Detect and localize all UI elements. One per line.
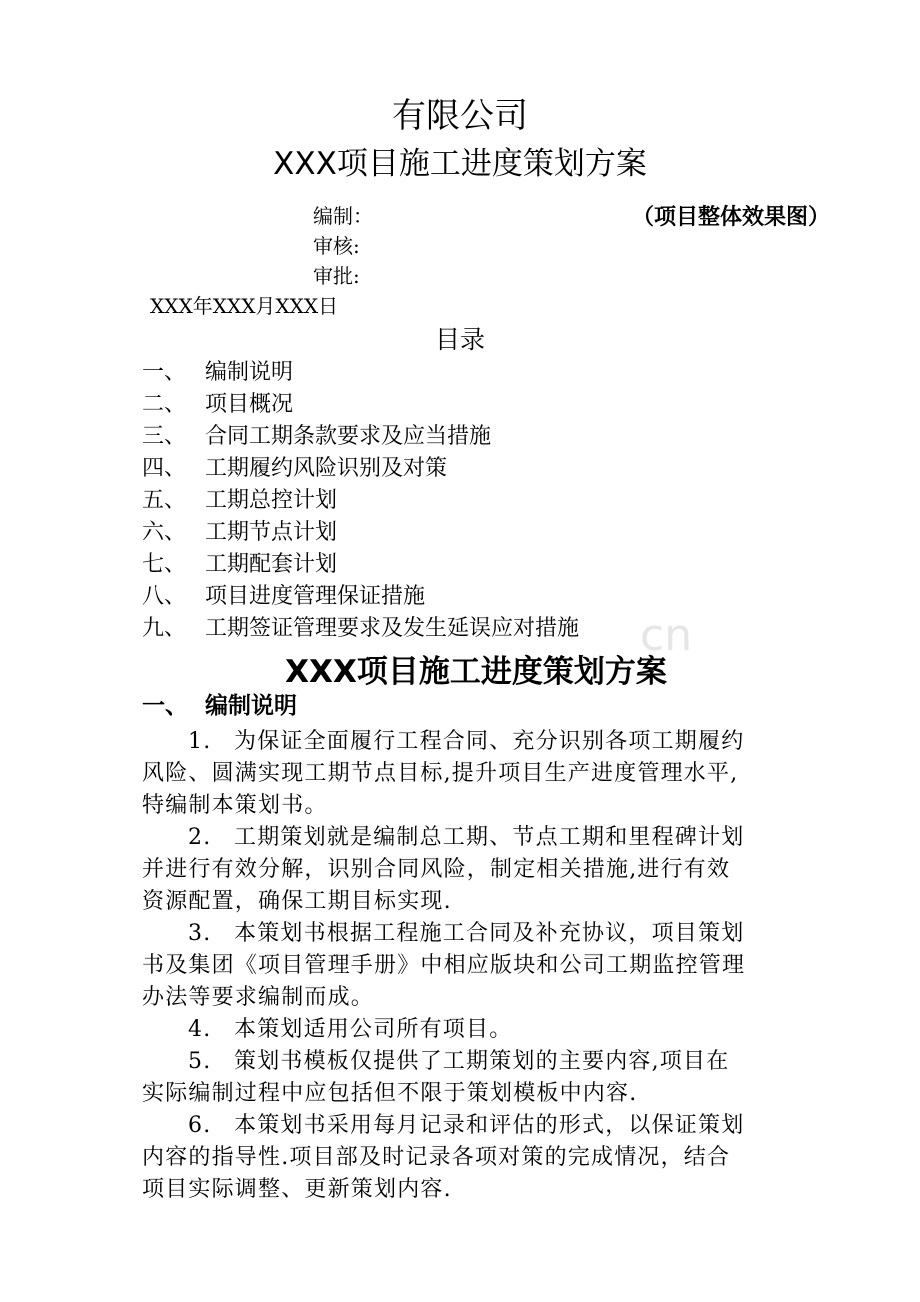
toc-item: [142, 483, 337, 514]
toc-item: [142, 579, 425, 610]
toc-item-number: 四、: [142, 456, 187, 481]
paragraph-text: 策划书模板仅提供了工期策划的主要内容,项目在: [234, 1049, 730, 1074]
paragraph-line: [188, 724, 744, 755]
paragraph-line: [188, 820, 744, 851]
toc-item: [142, 419, 491, 450]
document-title: XXX项目施工进度策划方案: [273, 146, 647, 182]
toc-item-label: 工期履约风险识别及对策: [205, 456, 448, 481]
body-title: XXX项目施工进度策划方案: [285, 654, 667, 690]
toc-title: 目录: [434, 325, 485, 354]
paragraph-line: 并进行有效分解，识别合同风险，制定相关措施,进行有效: [142, 857, 731, 882]
paragraph-text: 为保证全面履行工程合同、充分识别各项工期履约: [234, 729, 745, 754]
toc-item-label: 项目进度管理保证措施: [205, 584, 426, 609]
paragraph-line: 办法等要求编制而成。: [142, 985, 375, 1010]
paragraph-line: 特编制本策划书。: [142, 793, 328, 818]
toc-item: [142, 547, 337, 578]
image-placeholder-note: （项目整体效果图）: [632, 204, 831, 230]
toc-item-number: 七、: [142, 552, 187, 577]
toc-item-number: 五、: [142, 488, 187, 513]
document-date: XXX年XXX月XXX日: [150, 294, 339, 318]
toc-item-label: 合同工期条款要求及应当措施: [205, 424, 492, 449]
paragraph-text: 本策划适用公司所有项目。: [234, 1017, 513, 1042]
toc-item-label: 编制说明: [205, 360, 294, 385]
paragraph-line: [188, 1108, 744, 1139]
paragraph-line: [188, 1012, 512, 1043]
sign-field-editor: 编制：: [313, 204, 373, 228]
sign-field-approver: 审批:: [313, 264, 360, 288]
paragraph-line: 实际编制过程中应包括但不限于策划模板中内容.: [142, 1081, 638, 1106]
paragraph-number: 3.: [188, 921, 212, 946]
toc-item: [142, 451, 447, 482]
paragraph-number: 4.: [188, 1017, 212, 1042]
toc-item-label: 工期总控计划: [205, 488, 338, 513]
toc-item-label: 项目概况: [205, 392, 294, 417]
paragraph-line: 风险、圆满实现工期节点目标,提升项目生产进度管理水平,: [142, 761, 739, 786]
toc-item: [142, 515, 337, 546]
section-heading: [142, 687, 297, 720]
toc-item-number: 一、: [142, 360, 187, 385]
paragraph-text: 本策划书采用每月记录和评估的形式，以保证策划: [234, 1113, 745, 1138]
paragraph-number: 1.: [188, 729, 212, 754]
toc-item: [142, 387, 293, 418]
toc-item-label: 工期配套计划: [205, 552, 338, 577]
paragraph-line: 内容的指导性.项目部及时记录各项对策的完成情况，结合: [142, 1145, 731, 1170]
toc-item-label: 工期签证管理要求及发生延误应对措施: [205, 616, 580, 641]
toc-item: [142, 611, 579, 642]
paragraph-number: 2.: [188, 825, 212, 850]
toc-item-number: 九、: [142, 616, 187, 641]
paragraph-line: [188, 1044, 729, 1075]
paragraph-text: 本策划书根据工程施工合同及补充协议，项目策划: [234, 921, 745, 946]
sign-field-reviewer: 审核:: [313, 234, 360, 258]
toc-item-label: 工期节点计划: [205, 520, 338, 545]
toc-item-number: 二、: [142, 392, 187, 417]
toc-item-number: 六、: [142, 520, 187, 545]
section-number: 一、: [142, 693, 188, 719]
paragraph-line: 项目实际调整、更新策划内容.: [142, 1177, 452, 1202]
paragraph-line: 资源配置，确保工期目标实现.: [142, 889, 452, 914]
paragraph-text: 工期策划就是编制总工期、节点工期和里程碑计划: [234, 825, 745, 850]
toc-item: [142, 355, 293, 386]
toc-item-number: 三、: [142, 424, 187, 449]
paragraph-number: 6.: [188, 1113, 212, 1138]
watermark: cn: [640, 610, 693, 661]
paragraph-line: [188, 916, 744, 947]
company-name: 有限公司: [392, 96, 528, 136]
paragraph-number: 5.: [188, 1049, 212, 1074]
section-title: 编制说明: [205, 693, 297, 719]
toc-item-number: 八、: [142, 584, 187, 609]
paragraph-line: 书及集团《项目管理手册》中相应版块和公司工期监控管理: [142, 953, 746, 978]
